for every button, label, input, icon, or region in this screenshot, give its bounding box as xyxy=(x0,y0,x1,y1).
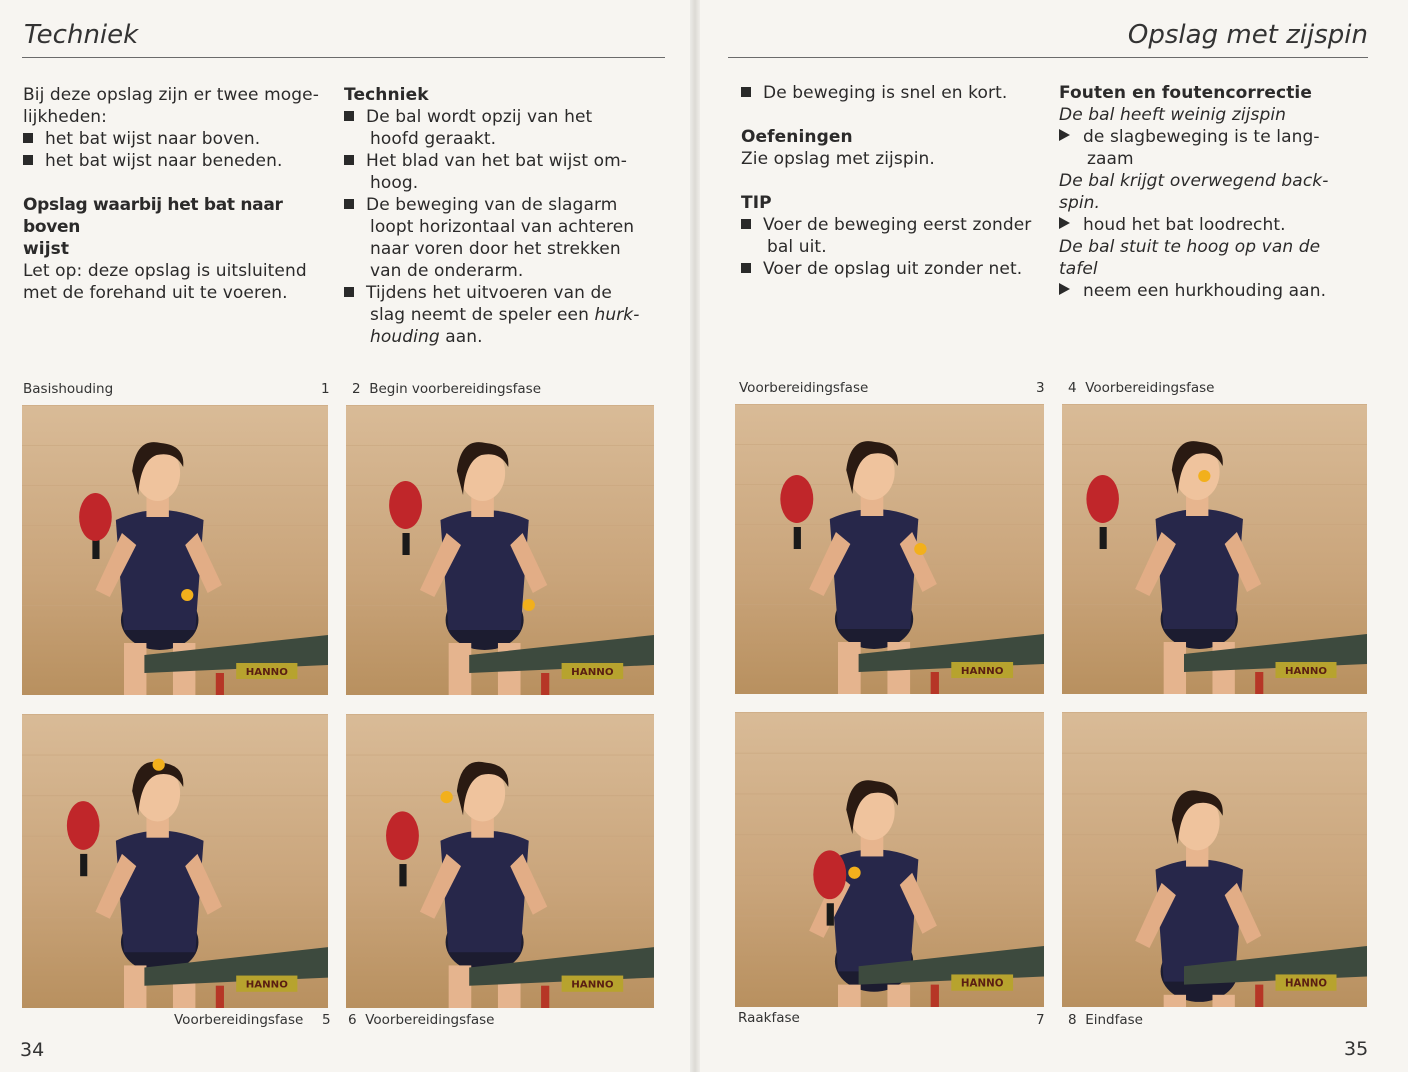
tip-bullet-cont: bal uit. xyxy=(767,237,827,257)
bullet-top: De beweging is snel en kort. xyxy=(741,82,1051,104)
arrow-right-icon xyxy=(1059,129,1070,141)
table-leg xyxy=(931,672,939,694)
photo-illustration xyxy=(1062,712,1367,1007)
left-leg xyxy=(1164,995,1186,1007)
left-leg xyxy=(124,643,146,695)
table-leg xyxy=(216,673,224,695)
caption-3-number: 3 xyxy=(1036,380,1045,396)
square-bullet-icon xyxy=(741,219,751,229)
table-leg xyxy=(541,986,549,1008)
table-brand-text: HANNO xyxy=(245,979,288,991)
table-brand-text: HANNO xyxy=(1284,666,1328,677)
caption-6: 6 Voorbereidingsfase xyxy=(348,1012,495,1028)
book-spine xyxy=(690,0,700,1072)
ball xyxy=(181,589,193,601)
photo-3-voorbereidingsfase xyxy=(735,404,1044,694)
tip-bullet: Voer de opslag uit zonder net. xyxy=(741,258,1051,280)
techniek-bullet-cont: naar voren door het strekken xyxy=(370,239,621,259)
caption-7: Raakfase xyxy=(738,1010,800,1026)
techniek-bullet: De bal wordt opzij van het xyxy=(344,106,664,128)
techniek-bullet: Tijdens het uitvoeren van de xyxy=(344,282,664,304)
title-rule-right xyxy=(728,57,1368,58)
left-leg xyxy=(449,965,472,1008)
fout-3-cont: tafel xyxy=(1059,259,1098,279)
page-number-left: 34 xyxy=(20,1039,45,1061)
fout-3: De bal stuit te hoog op van de xyxy=(1059,237,1321,257)
jersey xyxy=(440,510,528,630)
correctie-3: neem een hurkhouding aan. xyxy=(1059,280,1379,302)
techniek-bullet: Het blad van het bat wijst om- xyxy=(344,150,664,172)
bat-handle xyxy=(827,903,834,925)
table-brand-text: HANNO xyxy=(571,667,614,678)
page-title-left: Techniek xyxy=(24,20,139,50)
page-title-right: Opslag met zijspin xyxy=(1127,20,1368,50)
square-bullet-icon xyxy=(23,155,33,165)
techniek-bullet-cont: hoog. xyxy=(370,173,419,193)
square-bullet-icon xyxy=(23,133,33,143)
photo-illustration xyxy=(346,714,654,1008)
techniek-bullet-cont: van de onderarm. xyxy=(370,261,524,281)
oefeningen-body: Zie opslag met zijspin. xyxy=(741,149,935,169)
photo-illustration xyxy=(346,405,654,695)
jersey xyxy=(440,831,528,953)
ball xyxy=(523,599,535,611)
bat-handle xyxy=(80,854,87,876)
right-leg xyxy=(887,985,910,1007)
intro-bullet: het bat wijst naar beneden. xyxy=(23,150,333,172)
ball xyxy=(440,791,452,803)
photo-illustration xyxy=(22,714,328,1008)
jersey xyxy=(116,510,204,630)
photo-5-voorbereidingsfase xyxy=(22,714,328,1008)
caption-5: Voorbereidingsfase xyxy=(174,1012,304,1028)
right-col-2 xyxy=(1059,82,1379,302)
ball xyxy=(914,543,926,555)
caption-2: 2 Begin voorbereidingsfase xyxy=(352,381,542,397)
fouten-heading: Fouten en foutencorrectie xyxy=(1059,83,1312,103)
techniek-bullet-cont: houding aan. xyxy=(370,327,483,347)
section-body: met de forehand uit te voeren. xyxy=(23,283,288,303)
table-brand-text: HANNO xyxy=(245,667,288,678)
correctie-1: de slagbeweging is te lang- xyxy=(1059,126,1379,148)
table-leg xyxy=(931,985,939,1007)
photo-1-basishouding xyxy=(22,405,328,695)
photo-6-voorbereidingsfase xyxy=(346,714,654,1008)
photo-7-raakfase xyxy=(735,712,1044,1007)
ball xyxy=(1198,470,1210,482)
photo-4-voorbereidingsfase xyxy=(1062,404,1367,694)
caption-1-number: 1 xyxy=(321,381,330,397)
caption-4: 4 Voorbereidingsfase xyxy=(1068,380,1215,396)
bat-blade xyxy=(813,850,846,899)
techniek-bullet-cont: hoofd geraakt. xyxy=(370,129,497,149)
bat-blade xyxy=(79,493,112,541)
left-leg xyxy=(838,985,861,1007)
photo-8-eindfase xyxy=(1062,712,1367,1007)
square-bullet-icon xyxy=(741,263,751,273)
jersey xyxy=(830,509,919,629)
bat-blade xyxy=(1086,475,1119,523)
section-heading: Opslag waarbij het bat naar boven xyxy=(23,195,283,237)
table-brand-text: HANNO xyxy=(960,978,1004,990)
intro-block xyxy=(23,84,333,304)
fout-1: De bal heeft weinig zijspin xyxy=(1059,105,1287,125)
intro-bullet: het bat wijst naar boven. xyxy=(23,128,333,150)
square-bullet-icon xyxy=(741,87,751,97)
bat-blade xyxy=(386,811,419,860)
techniek-block xyxy=(344,84,664,348)
tip-bullet: Voer de beweging eerst zonder xyxy=(741,214,1051,236)
photo-illustration xyxy=(735,404,1044,694)
square-bullet-icon xyxy=(344,111,354,121)
caption-8: 8 Eindfase xyxy=(1068,1012,1143,1028)
square-bullet-icon xyxy=(344,287,354,297)
table-brand-text: HANNO xyxy=(1285,978,1327,990)
photo-illustration xyxy=(22,405,328,695)
left-leg xyxy=(1164,642,1186,694)
techniek-bullet: De beweging van de slagarm xyxy=(344,194,664,216)
section-body: Let op: deze opslag is uitsluitend xyxy=(23,261,307,281)
table-brand-text: HANNO xyxy=(960,666,1004,677)
caption-5-number: 5 xyxy=(322,1012,331,1028)
photo-illustration xyxy=(735,712,1044,1007)
bat-handle xyxy=(794,527,801,549)
oefeningen-heading: Oefeningen xyxy=(741,127,853,147)
left-leg xyxy=(124,965,146,1008)
caption-3: Voorbereidingsfase xyxy=(739,380,869,396)
arrow-right-icon xyxy=(1059,217,1070,229)
bat-blade xyxy=(389,481,422,529)
photo-illustration xyxy=(1062,404,1367,694)
bat-blade xyxy=(780,475,813,523)
table-leg xyxy=(216,986,224,1008)
table-leg xyxy=(1255,985,1263,1007)
right-col-1 xyxy=(741,82,1051,280)
bat-handle xyxy=(1100,527,1107,549)
bat-handle xyxy=(402,533,409,555)
techniek-heading: Techniek xyxy=(344,85,429,105)
correctie-1-cont: zaam xyxy=(1087,149,1134,169)
ball xyxy=(848,867,860,879)
correctie-2: houd het bat loodrecht. xyxy=(1059,214,1379,236)
title-rule-left xyxy=(22,57,665,58)
right-leg xyxy=(1212,995,1234,1007)
ball xyxy=(153,759,165,771)
jersey xyxy=(116,831,204,953)
table-leg xyxy=(541,673,549,695)
techniek-bullet-cont: loopt horizontaal van achteren xyxy=(370,217,635,237)
bat-handle xyxy=(399,864,406,886)
left-leg xyxy=(449,643,472,695)
fout-2: De bal krijgt overwegend back- xyxy=(1059,171,1329,191)
section-heading: wijst xyxy=(23,239,70,259)
page-number-right: 35 xyxy=(1344,1038,1369,1060)
caption-1: Basishouding xyxy=(23,381,114,397)
tip-heading: TIP xyxy=(741,193,772,213)
jersey xyxy=(1156,509,1243,629)
square-bullet-icon xyxy=(344,155,354,165)
table-leg xyxy=(1255,672,1263,694)
fout-2-cont: spin. xyxy=(1059,193,1101,213)
square-bullet-icon xyxy=(344,199,354,209)
photo-2-begin-voorbereidingsfase xyxy=(346,405,654,695)
caption-7-number: 7 xyxy=(1036,1012,1045,1028)
techniek-bullet-cont: slag neemt de speler een hurk- xyxy=(370,305,640,325)
table-brand-text: HANNO xyxy=(571,979,614,991)
intro-line: Bij deze opslag zijn er twee moge- xyxy=(23,85,319,105)
intro-line: lijkheden: xyxy=(23,107,107,127)
left-leg xyxy=(838,642,861,694)
bat-blade xyxy=(67,801,100,850)
arrow-right-icon xyxy=(1059,283,1070,295)
